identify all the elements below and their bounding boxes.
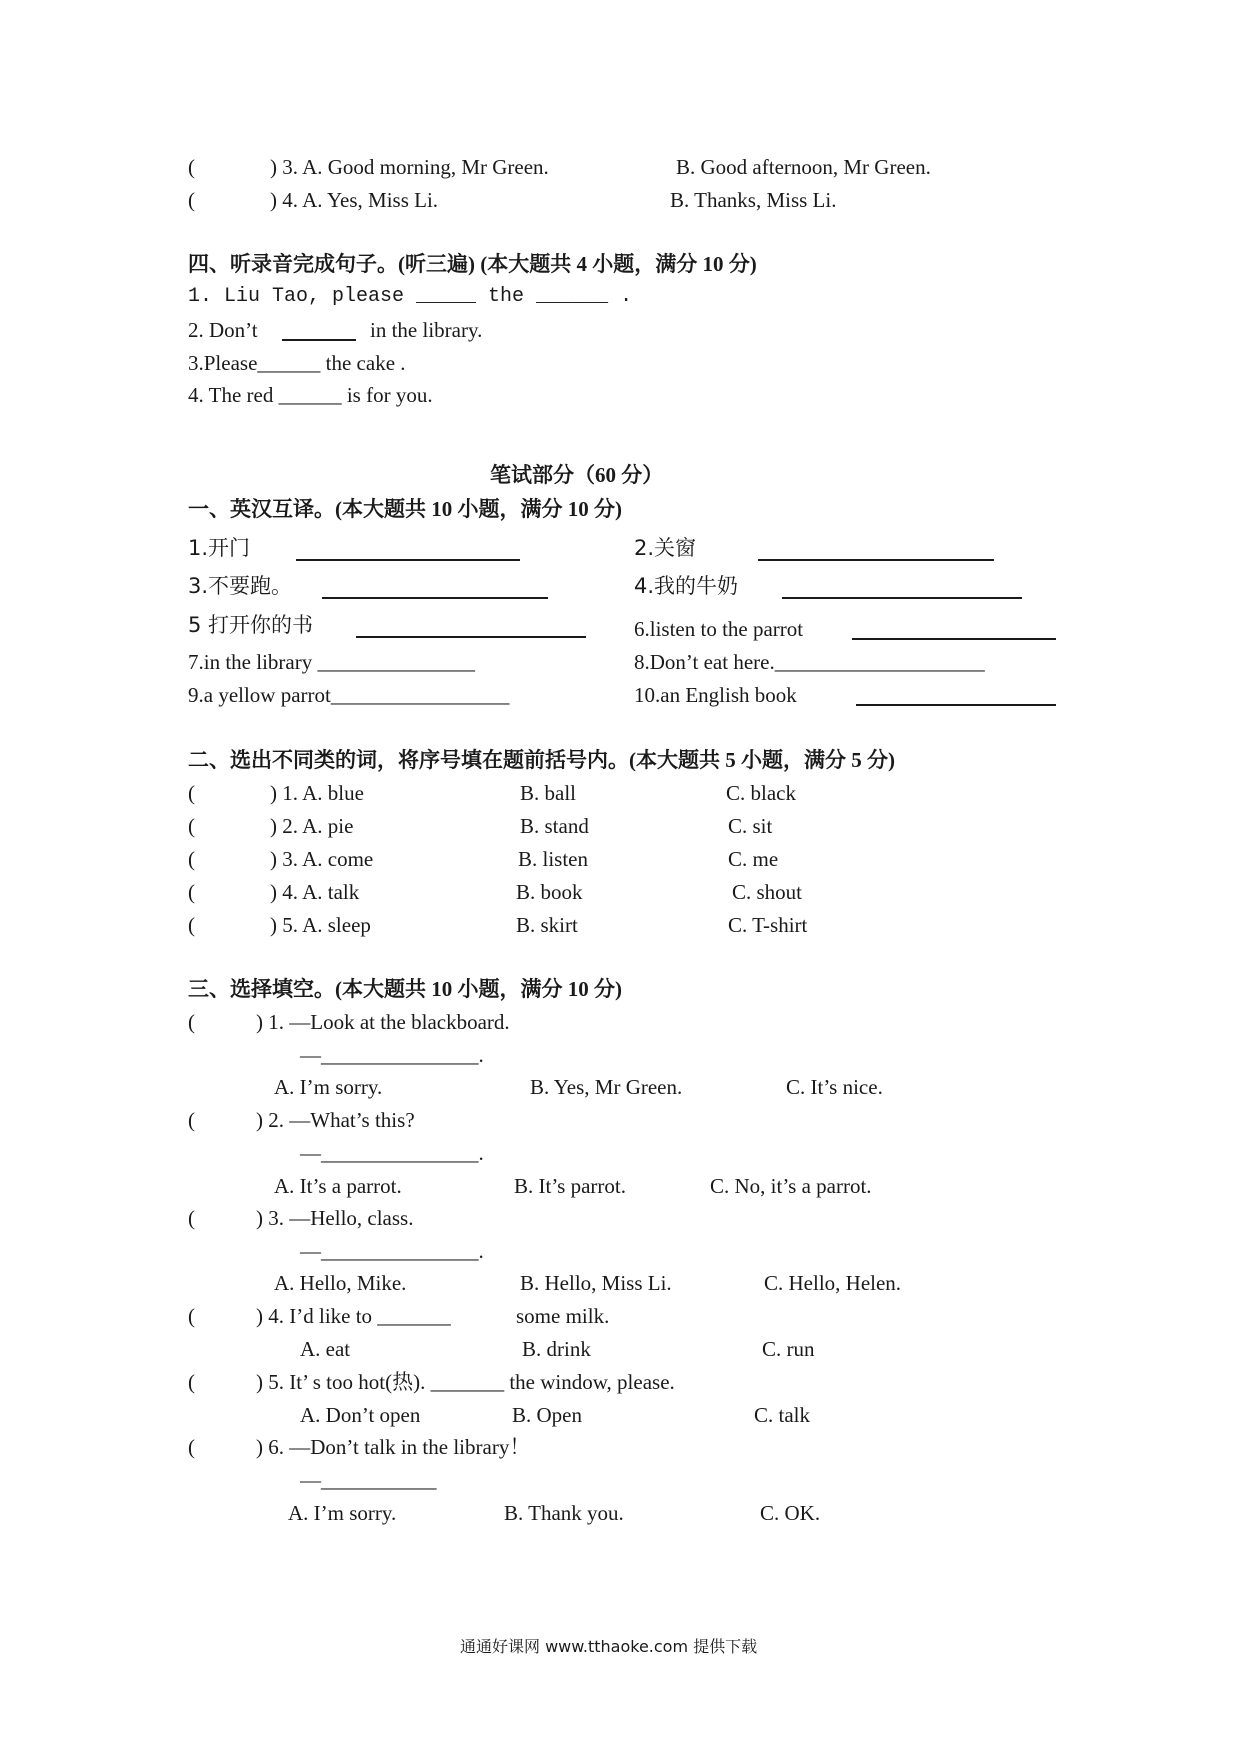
s2-item-2-b: B. stand [520, 814, 589, 838]
l3-item4-option-a: ) 4. A. Yes, Miss Li. [270, 188, 439, 212]
s3-q5-stem[interactable]: ) 5. It’ s too hot(热). _______ the window, please. [256, 1370, 675, 1394]
s2-item-3-b: B. listen [518, 847, 589, 871]
section-one-title: 一、英汉互译。(本大题共 10 小题，满分 10 分) [188, 497, 622, 521]
s1-item-4: 4.我的牛奶 [634, 574, 739, 598]
s3-q1-paren[interactable]: ( [188, 1010, 195, 1034]
s2-item-1-paren[interactable]: ( [188, 781, 195, 805]
section-four-title: 四、听录音完成句子。(听三遍) (本大题共 4 小题，满分 10 分) [188, 252, 757, 276]
s3-q3-option-b: B. Hello, Miss Li. [520, 1271, 672, 1295]
s3-q3-reply[interactable]: —_______________. [300, 1239, 484, 1263]
s1-item-10: 10.an English book [634, 683, 797, 707]
s3-q2-option-c: C. No, it’s a parrot. [710, 1174, 872, 1198]
s1-item-8[interactable]: 8.Don’t eat here.____________________ [634, 650, 985, 674]
s2-item-2-c: C. sit [728, 814, 773, 838]
s3-q4-paren[interactable]: ( [188, 1304, 195, 1328]
s3-q5-option-b: B. Open [512, 1403, 582, 1427]
s2-item-3-paren[interactable]: ( [188, 847, 195, 871]
s1-item-1-blank[interactable] [296, 559, 520, 561]
s3-q6-stem: ) 6. —Don’t talk in the library！ [256, 1435, 531, 1459]
s2-item-5-b: B. skirt [516, 913, 578, 937]
l3-item4-option-b: B. Thanks, Miss Li. [670, 188, 837, 212]
s3-q1-stem: ) 1. —Look at the blackboard. [256, 1010, 510, 1034]
s3-q1-option-b: B. Yes, Mr Green. [530, 1075, 683, 1099]
s2-item-5-c: C. T-shirt [728, 913, 808, 937]
s3-q2-option-b: B. It’s parrot. [514, 1174, 626, 1198]
s3-q4-option-c: C. run [762, 1337, 815, 1361]
s3-q6-reply[interactable]: —___________ [300, 1468, 437, 1492]
s2-item-3-a: ) 3. A. come [270, 847, 374, 871]
s2-item-4-paren[interactable]: ( [188, 880, 195, 904]
s3-q6-option-c: C. OK. [760, 1501, 821, 1525]
l3-item3-paren[interactable]: ( [188, 155, 195, 179]
l4-sentence-2-end: in the library. [370, 318, 483, 342]
s3-q2-stem: ) 2. —What’s this? [256, 1108, 415, 1132]
l3-item3-option-b: B. Good afternoon, Mr Green. [676, 155, 931, 179]
s1-item-2: 2.关窗 [634, 536, 697, 560]
s1-item-1: 1.开门 [188, 536, 251, 560]
s2-item-4-c: C. shout [732, 880, 803, 904]
s3-q2-paren[interactable]: ( [188, 1108, 195, 1132]
s3-q3-stem: ) 3. —Hello, class. [256, 1206, 414, 1230]
s3-q4-stem-end: some milk. [516, 1304, 610, 1328]
s3-q6-option-a: A. I’m sorry. [288, 1501, 397, 1525]
s3-q3-option-c: C. Hello, Helen. [764, 1271, 902, 1295]
l3-item4-paren[interactable]: ( [188, 188, 195, 212]
section-two-title: 二、选出不同类的词，将序号填在题前括号内。(本大题共 5 小题，满分 5 分) [188, 748, 895, 772]
s1-item-6-blank[interactable] [852, 638, 1056, 640]
s3-q1-option-a: A. I’m sorry. [274, 1075, 383, 1099]
s2-item-1-b: B. ball [520, 781, 576, 805]
l4-sentence-2-start: 2. Don’t [188, 318, 258, 342]
s2-item-5-paren[interactable]: ( [188, 913, 195, 937]
l4-sentence-3[interactable]: 3.Please______ the cake . [188, 351, 406, 375]
s3-q5-option-a: A. Don’t open [300, 1403, 421, 1427]
s2-item-1-a: ) 1. A. blue [270, 781, 364, 805]
s1-item-3-blank[interactable] [322, 597, 548, 599]
s2-item-4-b: B. book [516, 880, 583, 904]
l4-sentence-4[interactable]: 4. The red ______ is for you. [188, 383, 433, 407]
s1-item-6: 6.listen to the parrot [634, 617, 804, 641]
section-three-title: 三、选择填空。(本大题共 10 小题，满分 10 分) [188, 977, 622, 1001]
s3-q3-paren[interactable]: ( [188, 1206, 195, 1230]
s3-q1-option-c: C. It’s nice. [786, 1075, 883, 1099]
s3-q3-option-a: A. Hello, Mike. [274, 1271, 407, 1295]
s2-item-3-c: C. me [728, 847, 779, 871]
s3-q4-option-a: A. eat [300, 1337, 351, 1361]
s1-item-10-blank[interactable] [856, 704, 1056, 706]
l4-sentence-2-blank[interactable] [282, 339, 356, 341]
s3-q2-reply[interactable]: —_______________. [300, 1141, 484, 1165]
page-footer: 通通好课网 www.tthaoke.com 提供下载 [460, 1637, 758, 1656]
s1-item-9[interactable]: 9.a yellow parrot_________________ [188, 683, 510, 707]
s3-q4-option-b: B. drink [522, 1337, 591, 1361]
s3-q6-paren[interactable]: ( [188, 1435, 195, 1459]
s3-q4-stem[interactable]: ) 4. I’d like to _______ [256, 1304, 451, 1328]
s2-item-4-a: ) 4. A. talk [270, 880, 360, 904]
l3-item3-option-a: ) 3. A. Good morning, Mr Green. [270, 155, 549, 179]
s2-item-1-c: C. black [726, 781, 796, 805]
s1-item-5: 5 打开你的书 [188, 613, 314, 637]
s2-item-5-a: ) 5. A. sleep [270, 913, 371, 937]
l4-sentence-1[interactable]: 1. Liu Tao, please _____ the ______ . [188, 285, 633, 308]
written-part-header: 笔试部分（60 分） [490, 463, 664, 487]
s1-item-3: 3.不要跑。 [188, 574, 293, 598]
s3-q5-paren[interactable]: ( [188, 1370, 195, 1394]
s1-item-4-blank[interactable] [782, 597, 1022, 599]
s1-item-7[interactable]: 7.in the library _______________ [188, 650, 475, 674]
s2-item-2-paren[interactable]: ( [188, 814, 195, 838]
s3-q5-option-c: C. talk [754, 1403, 810, 1427]
s3-q1-reply[interactable]: —_______________. [300, 1043, 484, 1067]
s1-item-5-blank[interactable] [356, 636, 586, 638]
s1-item-2-blank[interactable] [758, 559, 994, 561]
s2-item-2-a: ) 2. A. pie [270, 814, 354, 838]
s3-q2-option-a: A. It’s a parrot. [274, 1174, 402, 1198]
s3-q6-option-b: B. Thank you. [504, 1501, 624, 1525]
